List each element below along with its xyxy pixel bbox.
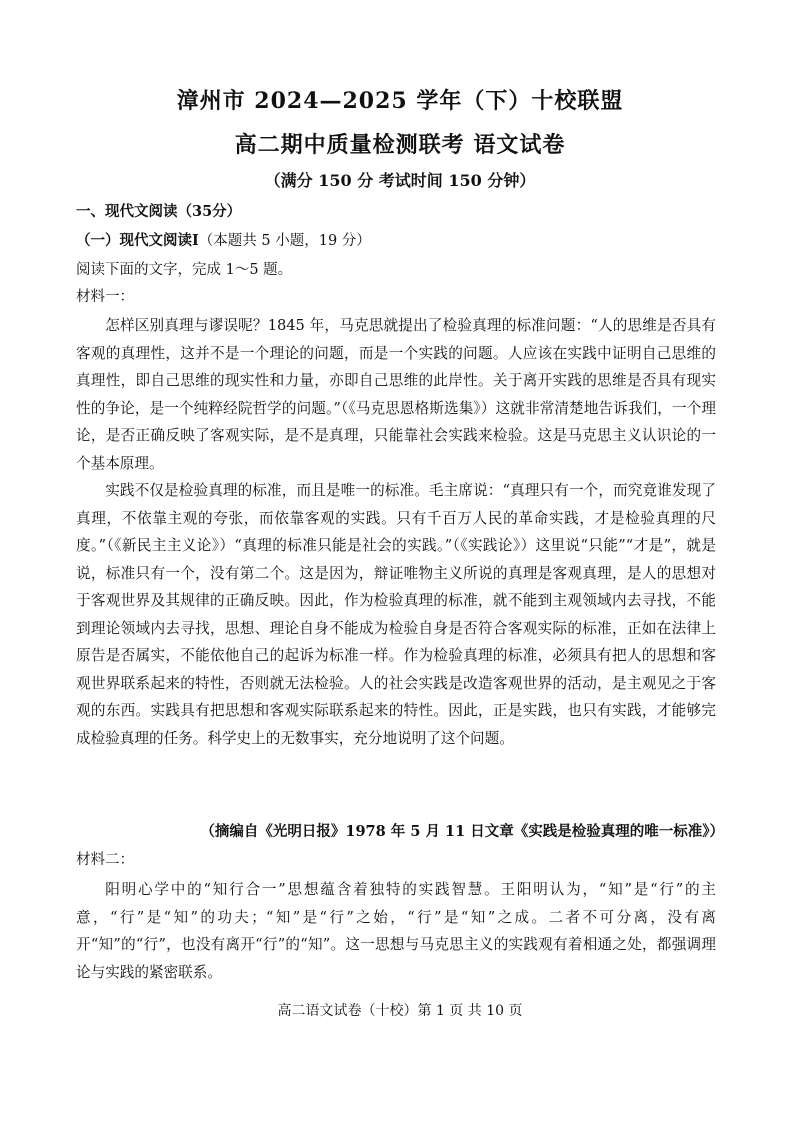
exam-info: （满分 150 分 考试时间 150 分钟） [264,171,536,190]
sub-heading [76,231,371,251]
material2-label: 材料二： [76,852,134,868]
sub-heading-note: （本题共 5 小题，19 分） [198,233,371,249]
exam-title-line2: 高二期中质量检测联考 语文试卷 [234,132,566,158]
material1-label: 材料一： [76,289,134,305]
material1-source: （摘编自《光明日报》1978 年 5 月 11 日文章《实践是检验真理的唯一标准》） [200,823,724,840]
section-heading: 一、现代文阅读（35分） [76,203,242,220]
sub-heading-title: （一）现代文阅读Ⅰ [76,232,199,249]
material2-body [76,876,716,986]
material1-paragraph-1: 怎样区别真理与谬误呢？1845 年，马克思就提出了检验真理的标准问题：“人的思维是否具有客观的真理性，这并不是一个理论的问题，而是一个实践的问题。人应该在实践中证明自己思维的真理性，即自己思维的现实性和力量，亦即自己思维的此岸性。关于离开实践的思维是否具有现实性的争论，是一个纯粹经院哲学的问题。”（《马克思恩格斯选集》）这就非常清楚地告诉我们，一个理论，是否正确反映了客观实际，是不是真理，只能靠社会实践来检验。这是马克思主义认识论的一个基本原理。 [76,317,716,472]
instruction: 阅读下面的文字，完成 1～5 题。 [76,262,293,278]
exam-title-line1: 漳州市 2024—2025 学年（下）十校联盟 [176,88,624,114]
material2-paragraph-1: 阳明心学中的“知行合一”思想蕴含着独特的实践智慧。王阳明认为，“知”是“行”的主意，“行”是“知”的功夫；“知”是“行”之始，“行”是“知”之成。二者不可分离，没有离开“知”的“行”，也没有离开“行”的“知”。这一思想与马克思主义的实践观有着相通之处，都强调理论与实践的紧密联系。 [76,881,716,981]
material1-paragraph-2: 实践不仅是检验真理的标准，而且是唯一的标准。毛主席说：“真理只有一个，而究竟谁发现了真理，不依靠主观的夸张，而依靠客观的实践。只有千百万人民的革命实践，才是检验真理的尺度。”（《新民主主义论》）“真理的标准只能是社会的实践。”（《实践论》）这里说“只能”“才是”，就是说，标准只有一个，没有第二个。这是因为，辩证唯物主义所说的真理是客观真理，是人的思想对于客观世界及其规律的正确反映。因此，作为检验真理的标准，就不能到主观领域内去寻找，不能到理论领域内去寻找，思想、理论自身不能成为检验自身是否符合客观实际的标准，正如在法律上原告是否属实，不能依他自己的起诉为标准一样。作为检验真理的标准，必须具有把人的思想和客观世界联系起来的特性，否则就无法检验。人的社会实践是改造客观世界的活动，是主观见之于客观的东西。实践具有把思想和客观实际联系起来的特性。因此，正是实践，也只有实践，才能够完成检验真理的任务。科学史上的无数事实，充分地说明了这个问题。 [76,482,716,747]
material1-body [76,312,716,752]
page-footer: 高二语文试卷（十校）第 1 页 共 10 页 [277,1003,523,1019]
